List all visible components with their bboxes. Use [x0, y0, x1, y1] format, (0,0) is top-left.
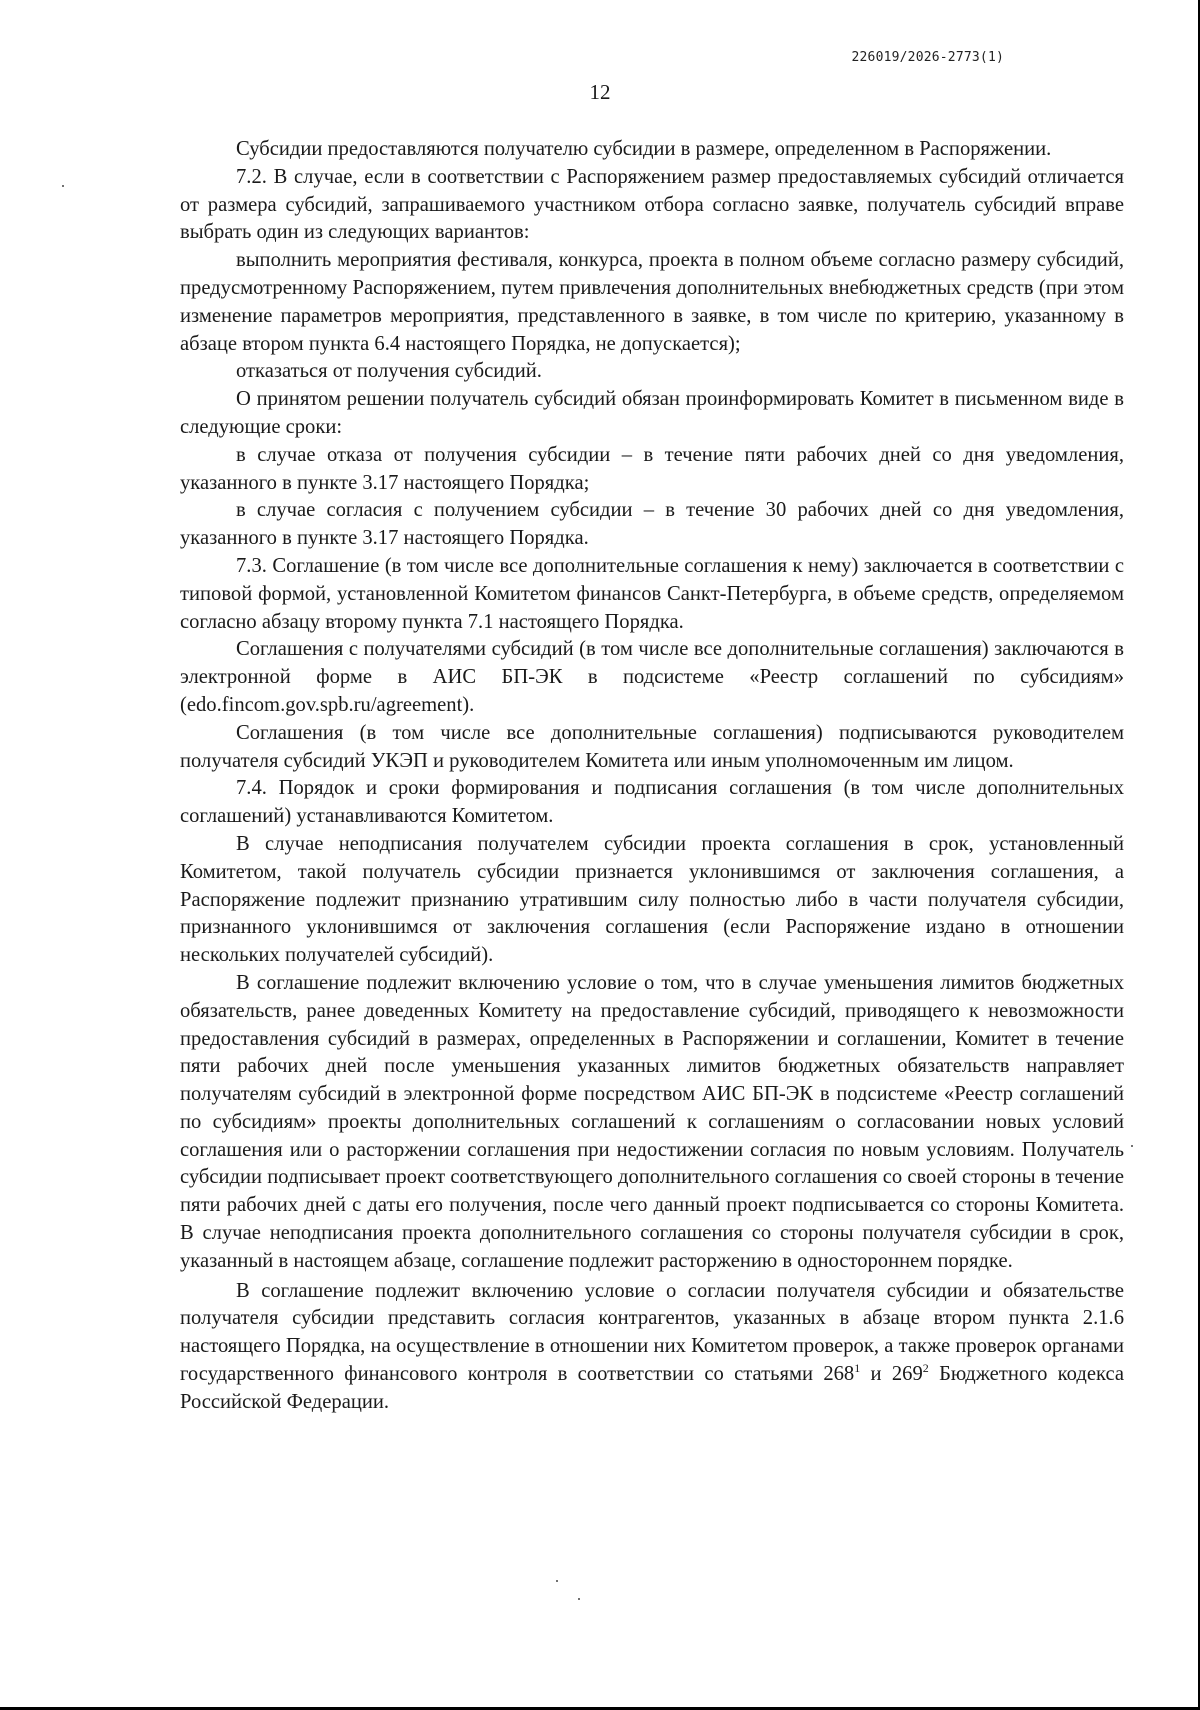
paragraph-last-text: и 269	[860, 1363, 923, 1386]
document-body	[180, 136, 1124, 1417]
paragraph: В соглашение подлежит включению условие о том, что в случае уменьшения лимитов бюджетных обязательств, ранее доведенных Комитету на предоставление субсидий, приводящего к невозможности предоставления субсидий в размерах, определенных в Распоряжении и соглашении, Комитет в течение пяти рабочих дней после уменьшения указанных лимитов бюджетных обязательств направляет получателям субсидий в электронной форме посредством АИС БП-ЭК в подсистеме «Реестр соглашений по субсидиям» проекты дополнительных соглашений к соглашениям о согласовании новых условий соглашения или о расторжении соглашения при недостижении согласия по новым условиям. Получатель субсидии подписывает проект соответствующего дополнительного соглашения со своей стороны в течение пяти рабочих дней с даты его получения, после чего данный проект подписывается со стороны Комитета. В случае неподписания проекта дополнительного соглашения со стороны получателя субсидии в срок, указанный в настоящем абзаце, соглашение подлежит расторжению в одностороннем порядке.	[180, 971, 1124, 1272]
page-number: 12	[589, 80, 611, 104]
paragraph-last-text: В соглашение подлежит включению условие о согласии получателя субсидии и обязательстве получателя субсидии представить согласия контрагентов, указанных в абзаце втором пункта 2.1.6 настоящего Порядка, на осуществление в отношении них Комитетом проверок, а также проверок органами государственного финансового контроля в соответствии со статьями 268	[180, 1279, 1124, 1386]
paragraph: 7.4. Порядок и сроки формирования и подписания соглашения (в том числе дополнительных соглашений) устанавливаются Комитетом.	[180, 777, 1124, 828]
paragraph-last	[180, 1278, 1124, 1417]
scan-speck	[62, 185, 64, 187]
paragraph: в случае отказа от получения субсидии – в течение пяти рабочих дней со дня уведомления, указанного в пункте 3.17 настоящего Порядка;	[180, 443, 1124, 494]
scan-speck	[578, 1598, 580, 1600]
paragraph: Соглашения (в том числе все дополнительные соглашения) подписываются руководителем получателя субсидий УКЭП и руководителем Комитета или иным уполномоченным им лицом.	[180, 721, 1124, 772]
paragraph: выполнить мероприятия фестиваля, конкурса, проекта в полном объеме согласно размеру субсидий, предусмотренному Распоряжением, путем привлечения дополнительных внебюджетных средств (при этом изменение параметров мероприятия, представленного в заявке, в том числе по критерию, указанному в абзаце втором пункта 6.4 настоящего Порядка, не допускается);	[180, 249, 1124, 355]
paragraph-last-text: Бюджетного кодекса Российской Федерации.	[180, 1363, 1124, 1413]
scan-speck	[556, 1580, 558, 1582]
document-registration-number: 226019/2026-2773(1)	[851, 50, 1004, 65]
superscript: 2	[922, 1361, 929, 1376]
paragraph: 7.2. В случае, если в соответствии с Распоряжением размер предоставляемых субсидий отличается от размера субсидий, запрашиваемого участником отбора согласно заявке, получатель субсидий вправе выбрать один из следующих вариантов:	[180, 165, 1124, 244]
scan-speck	[1131, 1145, 1133, 1147]
paragraph: О принятом решении получатель субсидий обязан проинформировать Комитет в письменном виде в следующие сроки:	[180, 388, 1124, 438]
paragraph: Субсидии предоставляются получателю субсидии в размере, определенном в Распоряжении.	[236, 138, 1052, 160]
paragraph: отказаться от получения субсидий.	[236, 360, 542, 383]
paragraph: 7.3. Соглашение (в том числе все дополнительные соглашения к нему) заключается в соответствии с типовой формой, установленной Комитетом финансов Санкт-Петербурга, в объеме средств, определяемом согласно абзацу второму пункта 7.1 настоящего Порядка.	[180, 554, 1124, 633]
paragraph: Соглашения с получателями субсидий (в том числе все дополнительные соглашения) заключаются в электронной форме в АИС БП-ЭК в подсистеме «Реестр соглашений по субсидиям» (edo.fincom.gov.spb.ru/agreement).	[180, 638, 1124, 716]
superscript: 1	[854, 1361, 861, 1376]
paragraph: в случае согласия с получением субсидии – в течение 30 рабочих дней со дня уведомления, указанного в пункте 3.17 настоящего Порядка.	[180, 499, 1124, 550]
paragraph: В случае неподписания получателем субсидии проекта соглашения в срок, установленный Комитетом, такой получатель субсидии признается уклонившимся от заключения соглашения, а Распоряжение подлежит признанию утратившим силу полностью либо в части получателя субсидии, признанного уклонившимся от заключения соглашения (если Распоряжение издано в отношении нескольких получателей субсидий).	[180, 832, 1124, 967]
